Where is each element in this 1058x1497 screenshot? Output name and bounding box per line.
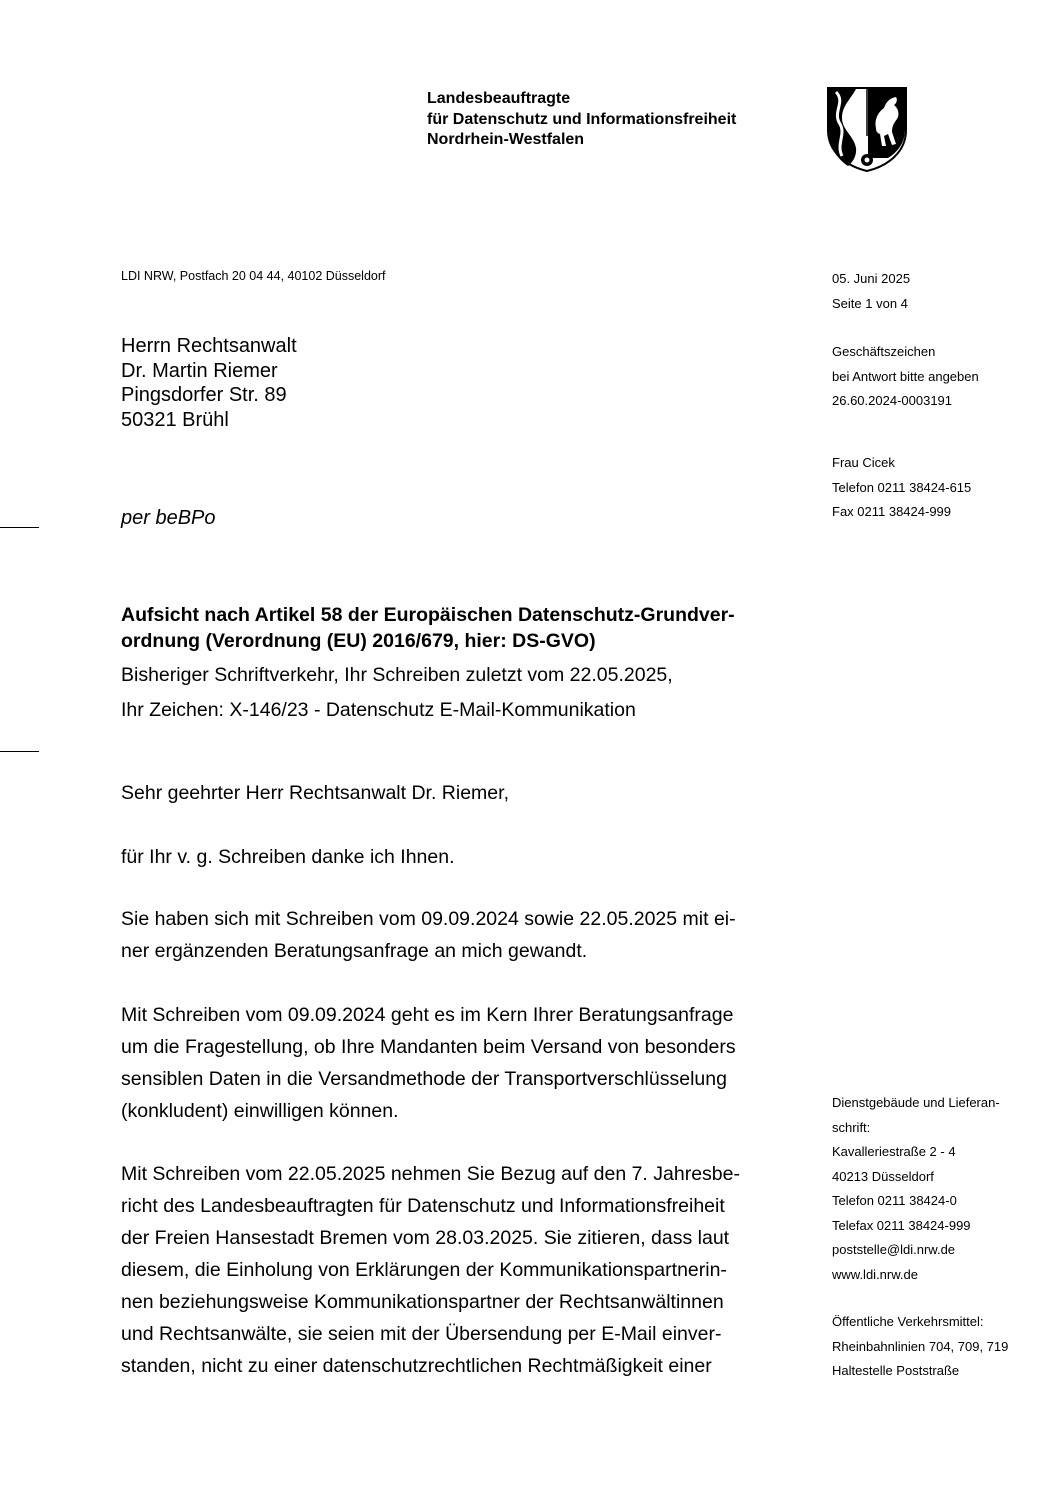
recipient-line: Herrn Rechtsanwalt xyxy=(121,335,297,357)
transit-line: Haltestelle Poststraße xyxy=(832,1363,960,1378)
paragraph-line: der Freien Hansestadt Bremen vom 28.03.2025. Sie zitieren, dass laut xyxy=(121,1227,730,1249)
subject-title-line: Aufsicht nach Artikel 58 der Europäischen Datenschutz-Grundver- xyxy=(121,604,735,626)
date-block xyxy=(832,267,910,316)
contact-fax: Fax 0211 38424-999 xyxy=(832,504,952,519)
body-paragraph xyxy=(121,999,811,1127)
office-line: Dienstgebäude und Lieferan- xyxy=(832,1095,1000,1110)
paragraph-line: für Ihr v. g. Schreiben danke ich Ihnen. xyxy=(121,846,455,868)
reference-hint: bei Antwort bitte angeben xyxy=(832,368,979,384)
office-website: www.ldi.nrw.de xyxy=(832,1266,918,1282)
recipient-line: Pingsdorfer Str. 89 xyxy=(121,384,287,406)
salutation xyxy=(121,777,811,809)
paragraph-line: Mit Schreiben vom 22.05.2025 nehmen Sie Bezug auf den 7. Jahresbe- xyxy=(121,1163,740,1185)
fold-mark xyxy=(0,527,39,528)
contact-phone: Telefon 0211 38424-615 xyxy=(832,479,972,495)
paragraph-line: ner ergänzenden Beratungsanfrage an mich gewandt. xyxy=(121,940,588,962)
recipient-line: Dr. Martin Riemer xyxy=(121,359,278,382)
reference-number: 26.60.2024-0003191 xyxy=(832,393,953,408)
letter-date: 05. Juni 2025 xyxy=(832,271,911,286)
paragraph-line: Mit Schreiben vom 09.09.2024 geht es im Kern Ihrer Beratungsanfrage xyxy=(121,1004,734,1026)
subject-title-line: ordnung (Verordnung (EU) 2016/679, hier: DS-GVO) xyxy=(121,630,596,652)
body-paragraph xyxy=(121,903,811,967)
paragraph-line: (konkludent) einwilligen können. xyxy=(121,1100,399,1122)
paragraph-line: nen beziehungsweise Kommunikationspartner der Rechtsanwältinnen xyxy=(121,1291,724,1313)
nrw-coat-of-arms-icon xyxy=(826,86,908,172)
transit-line: Rheinbahnlinien 704, 709, 719 xyxy=(832,1338,1009,1354)
office-line: Kavalleriestraße 2 - 4 xyxy=(832,1144,956,1159)
authority-name xyxy=(427,89,736,151)
office-line: 40213 Düsseldorf xyxy=(832,1168,934,1184)
paragraph-line: richt des Landesbeauftragten für Datenschutz und Informationsfreiheit xyxy=(121,1195,725,1217)
fold-mark xyxy=(0,751,39,752)
reference-label: Geschäftszeichen xyxy=(832,344,936,359)
authority-line: Landesbeauftragte xyxy=(427,90,571,107)
office-email: poststelle@ldi.nrw.de xyxy=(832,1242,956,1257)
sender-return-address: LDI NRW, Postfach 20 04 44, 40102 Düsseldorf xyxy=(121,269,386,283)
transit-line: Öffentliche Verkehrsmittel: xyxy=(832,1314,984,1329)
office-line: schrift: xyxy=(832,1119,871,1135)
office-line: Telefon 0211 38424-0 xyxy=(832,1193,957,1208)
salutation-text: Sehr geehrter Herr Rechtsanwalt Dr. Riemer, xyxy=(121,782,509,804)
recipient-address xyxy=(121,334,297,432)
paragraph-line: um die Fragestellung, ob Ihre Mandanten beim Versand von besonders xyxy=(121,1036,736,1058)
page-number: Seite 1 von 4 xyxy=(832,295,908,311)
subject-your-reference: Ihr Zeichen: X-146/23 - Datenschutz E-Mail-Kommunikation xyxy=(121,699,636,721)
transit-block xyxy=(832,1310,1008,1384)
contact-block xyxy=(832,451,971,525)
body-paragraph xyxy=(121,841,811,873)
paragraph-line: sensiblen Daten in die Versandmethode der Transportverschlüsselung xyxy=(121,1068,727,1090)
authority-line: Nordrhein-Westfalen xyxy=(427,131,585,148)
paragraph-line: diesem, die Einholung von Erklärungen der Kommunikationspartnerin- xyxy=(121,1259,727,1281)
office-line: Telefax 0211 38424-999 xyxy=(832,1217,971,1233)
paragraph-line: und Rechtsanwälte, sie seien mit der Übersendung per E-Mail einver- xyxy=(121,1323,722,1345)
subject-title xyxy=(121,602,811,654)
authority-line: für Datenschutz und Informationsfreiheit xyxy=(427,110,737,128)
paragraph-line: standen, nicht zu einer datenschutzrechtlichen Rechtmäßigkeit einer xyxy=(121,1355,712,1377)
subject-previous-correspondence: Bisheriger Schriftverkehr, Ihr Schreiben zuletzt vom 22.05.2025, xyxy=(121,664,673,686)
recipient-line: 50321 Brühl xyxy=(121,408,229,431)
paragraph-line: Sie haben sich mit Schreiben vom 09.09.2024 sowie 22.05.2025 mit ei- xyxy=(121,908,736,930)
body-paragraph xyxy=(121,1158,811,1382)
reference-block xyxy=(832,340,979,414)
office-address-block xyxy=(832,1091,1000,1287)
contact-name: Frau Cicek xyxy=(832,455,895,470)
delivery-method: per beBPo xyxy=(121,507,216,529)
